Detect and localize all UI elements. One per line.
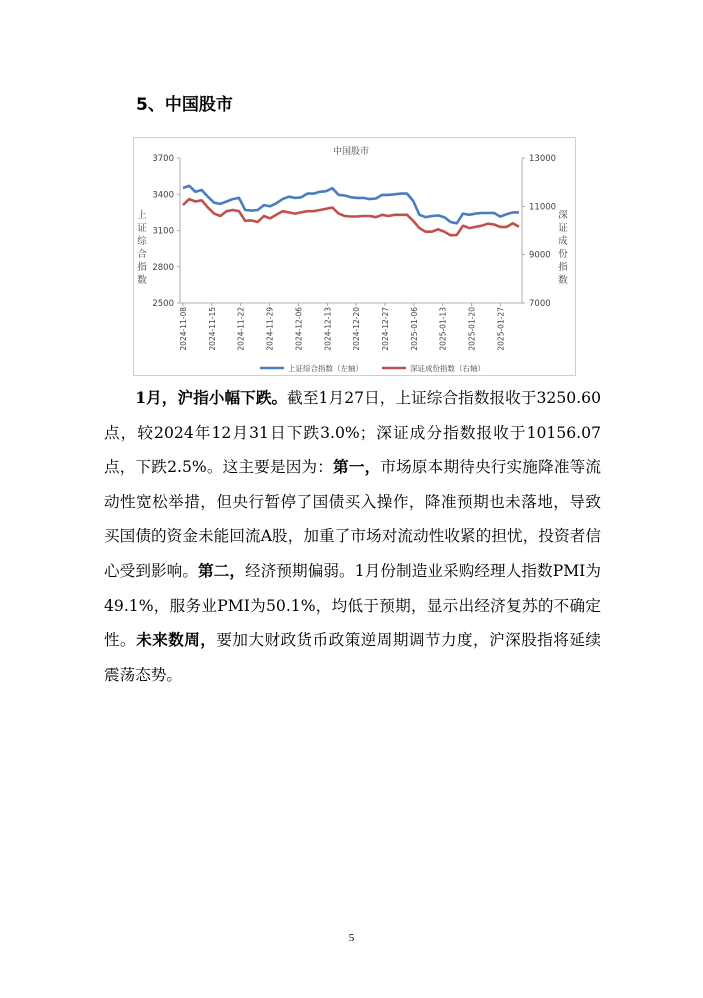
left-tick-label: 2800 (152, 262, 174, 273)
text-segment: 市场原本期待央行实施降准等流动性宽松举措，但央行暂停了国债买入操作，降准预期也未落地，导致买国债的资金未能回流A股，加重了市场对流动性收紧的担忧，投资者信心受到影响。 (104, 458, 601, 580)
x-tick-label: 2024-12-13 (323, 307, 333, 351)
x-tick-label: 2025-01-06 (409, 307, 419, 351)
right-axis-title-char: 成 (558, 236, 568, 247)
right-axis-title-char: 份 (558, 249, 568, 260)
right-tick-label: 13000 (529, 154, 557, 164)
left-tick-label: 2500 (152, 299, 174, 309)
x-tick-label: 2024-11-15 (207, 307, 217, 351)
x-tick-label: 2024-12-06 (294, 307, 304, 351)
right-tick-label: 7000 (529, 299, 551, 309)
left-tick-label: 3700 (152, 154, 174, 164)
left-axis-title-char: 证 (137, 223, 147, 234)
left-tick-label: 3400 (152, 190, 174, 201)
text-segment: 要加大财政货币政策逆周期调节力度，沪深股指将延续震荡态势。 (104, 631, 601, 684)
bold-outlook: 未来数周， (136, 630, 217, 650)
text-segment: 截至1月27日，上证综合指数报收于3250.60点，较2024年12月31日下跌3.0%；深证成分指数报收于10156.07点，下跌2.5%。这主要是因为： (104, 389, 601, 477)
left-axis-title-char: 指 (137, 262, 147, 273)
text-segment: 经济预期偏弱。1月份制造业采购经理人指数PMI为49.1%，服务业PMI为50.1%，均低于预期，显示出经济复苏的不确定性。 (104, 561, 601, 650)
chart-canvas (134, 138, 575, 375)
right-axis-title-char: 指 (558, 262, 568, 273)
bold-lead: 1月，沪指小幅下跌。 (135, 388, 288, 407)
legend-label: 上证综合指数（左轴） (288, 364, 363, 373)
x-tick-label: 2024-11-08 (179, 307, 188, 351)
left-tick-label: 3100 (152, 226, 174, 237)
right-tick-label: 11000 (529, 202, 557, 213)
right-axis-title-char: 数 (558, 275, 568, 286)
legend-label: 深证成份指数（右轴） (410, 364, 485, 373)
right-tick-label: 9000 (529, 250, 551, 261)
series-line-shenzhen (183, 199, 519, 235)
left-axis-title-char: 综 (137, 236, 147, 247)
bold-first: 第一， (333, 457, 381, 477)
bold-second: 第二， (198, 560, 246, 580)
left-axis-title-char: 数 (137, 275, 147, 286)
section-heading: 5、中国股市 (136, 95, 233, 115)
x-tick-label: 2025-01-13 (438, 307, 448, 351)
left-axis-title-char: 合 (137, 249, 147, 260)
x-tick-label: 2025-01-20 (467, 307, 477, 351)
right-axis-title-char: 证 (558, 223, 568, 234)
x-tick-label: 2025-01-27 (496, 307, 506, 351)
x-tick-label: 2024-12-27 (381, 307, 391, 351)
x-tick-label: 2024-11-22 (236, 307, 246, 351)
page-number: 5 (348, 932, 355, 944)
left-axis-title-char: 上 (137, 210, 147, 221)
right-axis-title-char: 深 (558, 210, 568, 221)
body-paragraph (104, 381, 601, 692)
chart-title: 中国股市 (332, 147, 370, 157)
paragraph-1 (104, 381, 601, 692)
stock-index-chart (133, 137, 576, 376)
x-tick-label: 2024-12-20 (352, 307, 362, 351)
x-tick-label: 2024-11-29 (265, 307, 275, 351)
